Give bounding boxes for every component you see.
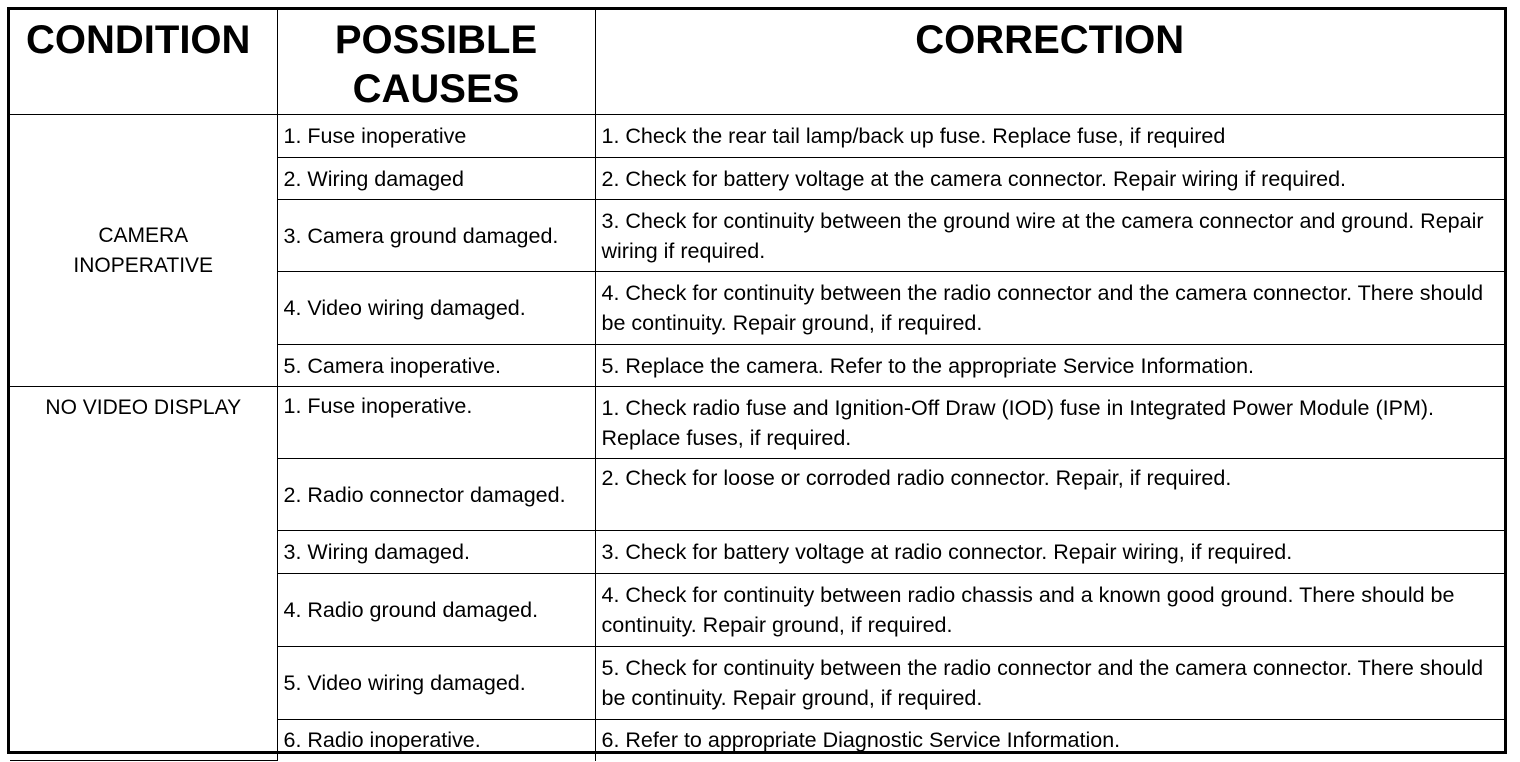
cause-cell: 5. Camera inoperative.: [277, 345, 595, 387]
cause-cell: 6. Radio inoperative.: [277, 720, 595, 761]
correction-cell: 1. Check the rear tail lamp/back up fuse. Replace fuse, if required: [595, 115, 1504, 158]
correction-cell: 5. Check for continuity between the radio connector and the camera connector. There should be continuity. Repair ground, if required.: [595, 647, 1504, 720]
cause-cell: 4. Video wiring damaged.: [277, 272, 595, 345]
table-row: [10, 115, 1504, 158]
cause-cell: 1. Fuse inoperative: [277, 115, 595, 158]
correction-cell: 4. Check for continuity between radio chassis and a known good ground. There should be continuity. Repair ground, if required.: [595, 574, 1504, 647]
diagnostic-table: [10, 10, 1504, 761]
header-condition: CONDITION: [10, 10, 277, 115]
header-possible-causes: POSSIBLE CAUSES: [277, 10, 595, 115]
cause-cell: 3. Wiring damaged.: [277, 531, 595, 574]
condition-no-video-display: NO VIDEO DISPLAY: [10, 387, 277, 761]
cause-cell: 1. Fuse inoperative.: [277, 387, 595, 459]
table-row: [10, 387, 1504, 459]
correction-cell: 2. Check for battery voltage at the camera connector. Repair wiring if required.: [595, 158, 1504, 200]
cause-cell: 4. Radio ground damaged.: [277, 574, 595, 647]
header-row: [10, 10, 1504, 115]
cause-cell: 5. Video wiring damaged.: [277, 647, 595, 720]
correction-cell: 5. Replace the camera. Refer to the appropriate Service Information.: [595, 345, 1504, 387]
correction-cell: 3. Check for battery voltage at radio connector. Repair wiring, if required.: [595, 531, 1504, 574]
cause-cell: 2. Wiring damaged: [277, 158, 595, 200]
correction-cell: 1. Check radio fuse and Ignition-Off Draw (IOD) fuse in Integrated Power Module (IPM). Replace fuses, if required.: [595, 387, 1504, 459]
condition-camera-inoperative: CAMERA INOPERATIVE: [10, 115, 277, 387]
diagnostic-table-sheet: [7, 7, 1507, 754]
correction-cell: 6. Refer to appropriate Diagnostic Service Information.: [595, 720, 1504, 761]
correction-cell: 3. Check for continuity between the ground wire at the camera connector and ground. Repair wiring if required.: [595, 200, 1504, 272]
cause-cell: 2. Radio connector damaged.: [277, 459, 595, 531]
cause-cell: 3. Camera ground damaged.: [277, 200, 595, 272]
correction-cell: 2. Check for loose or corroded radio connector. Repair, if required.: [595, 459, 1504, 531]
correction-cell: 4. Check for continuity between the radio connector and the camera connector. There should be continuity. Repair ground, if required.: [595, 272, 1504, 345]
header-correction: CORRECTION: [595, 10, 1504, 115]
